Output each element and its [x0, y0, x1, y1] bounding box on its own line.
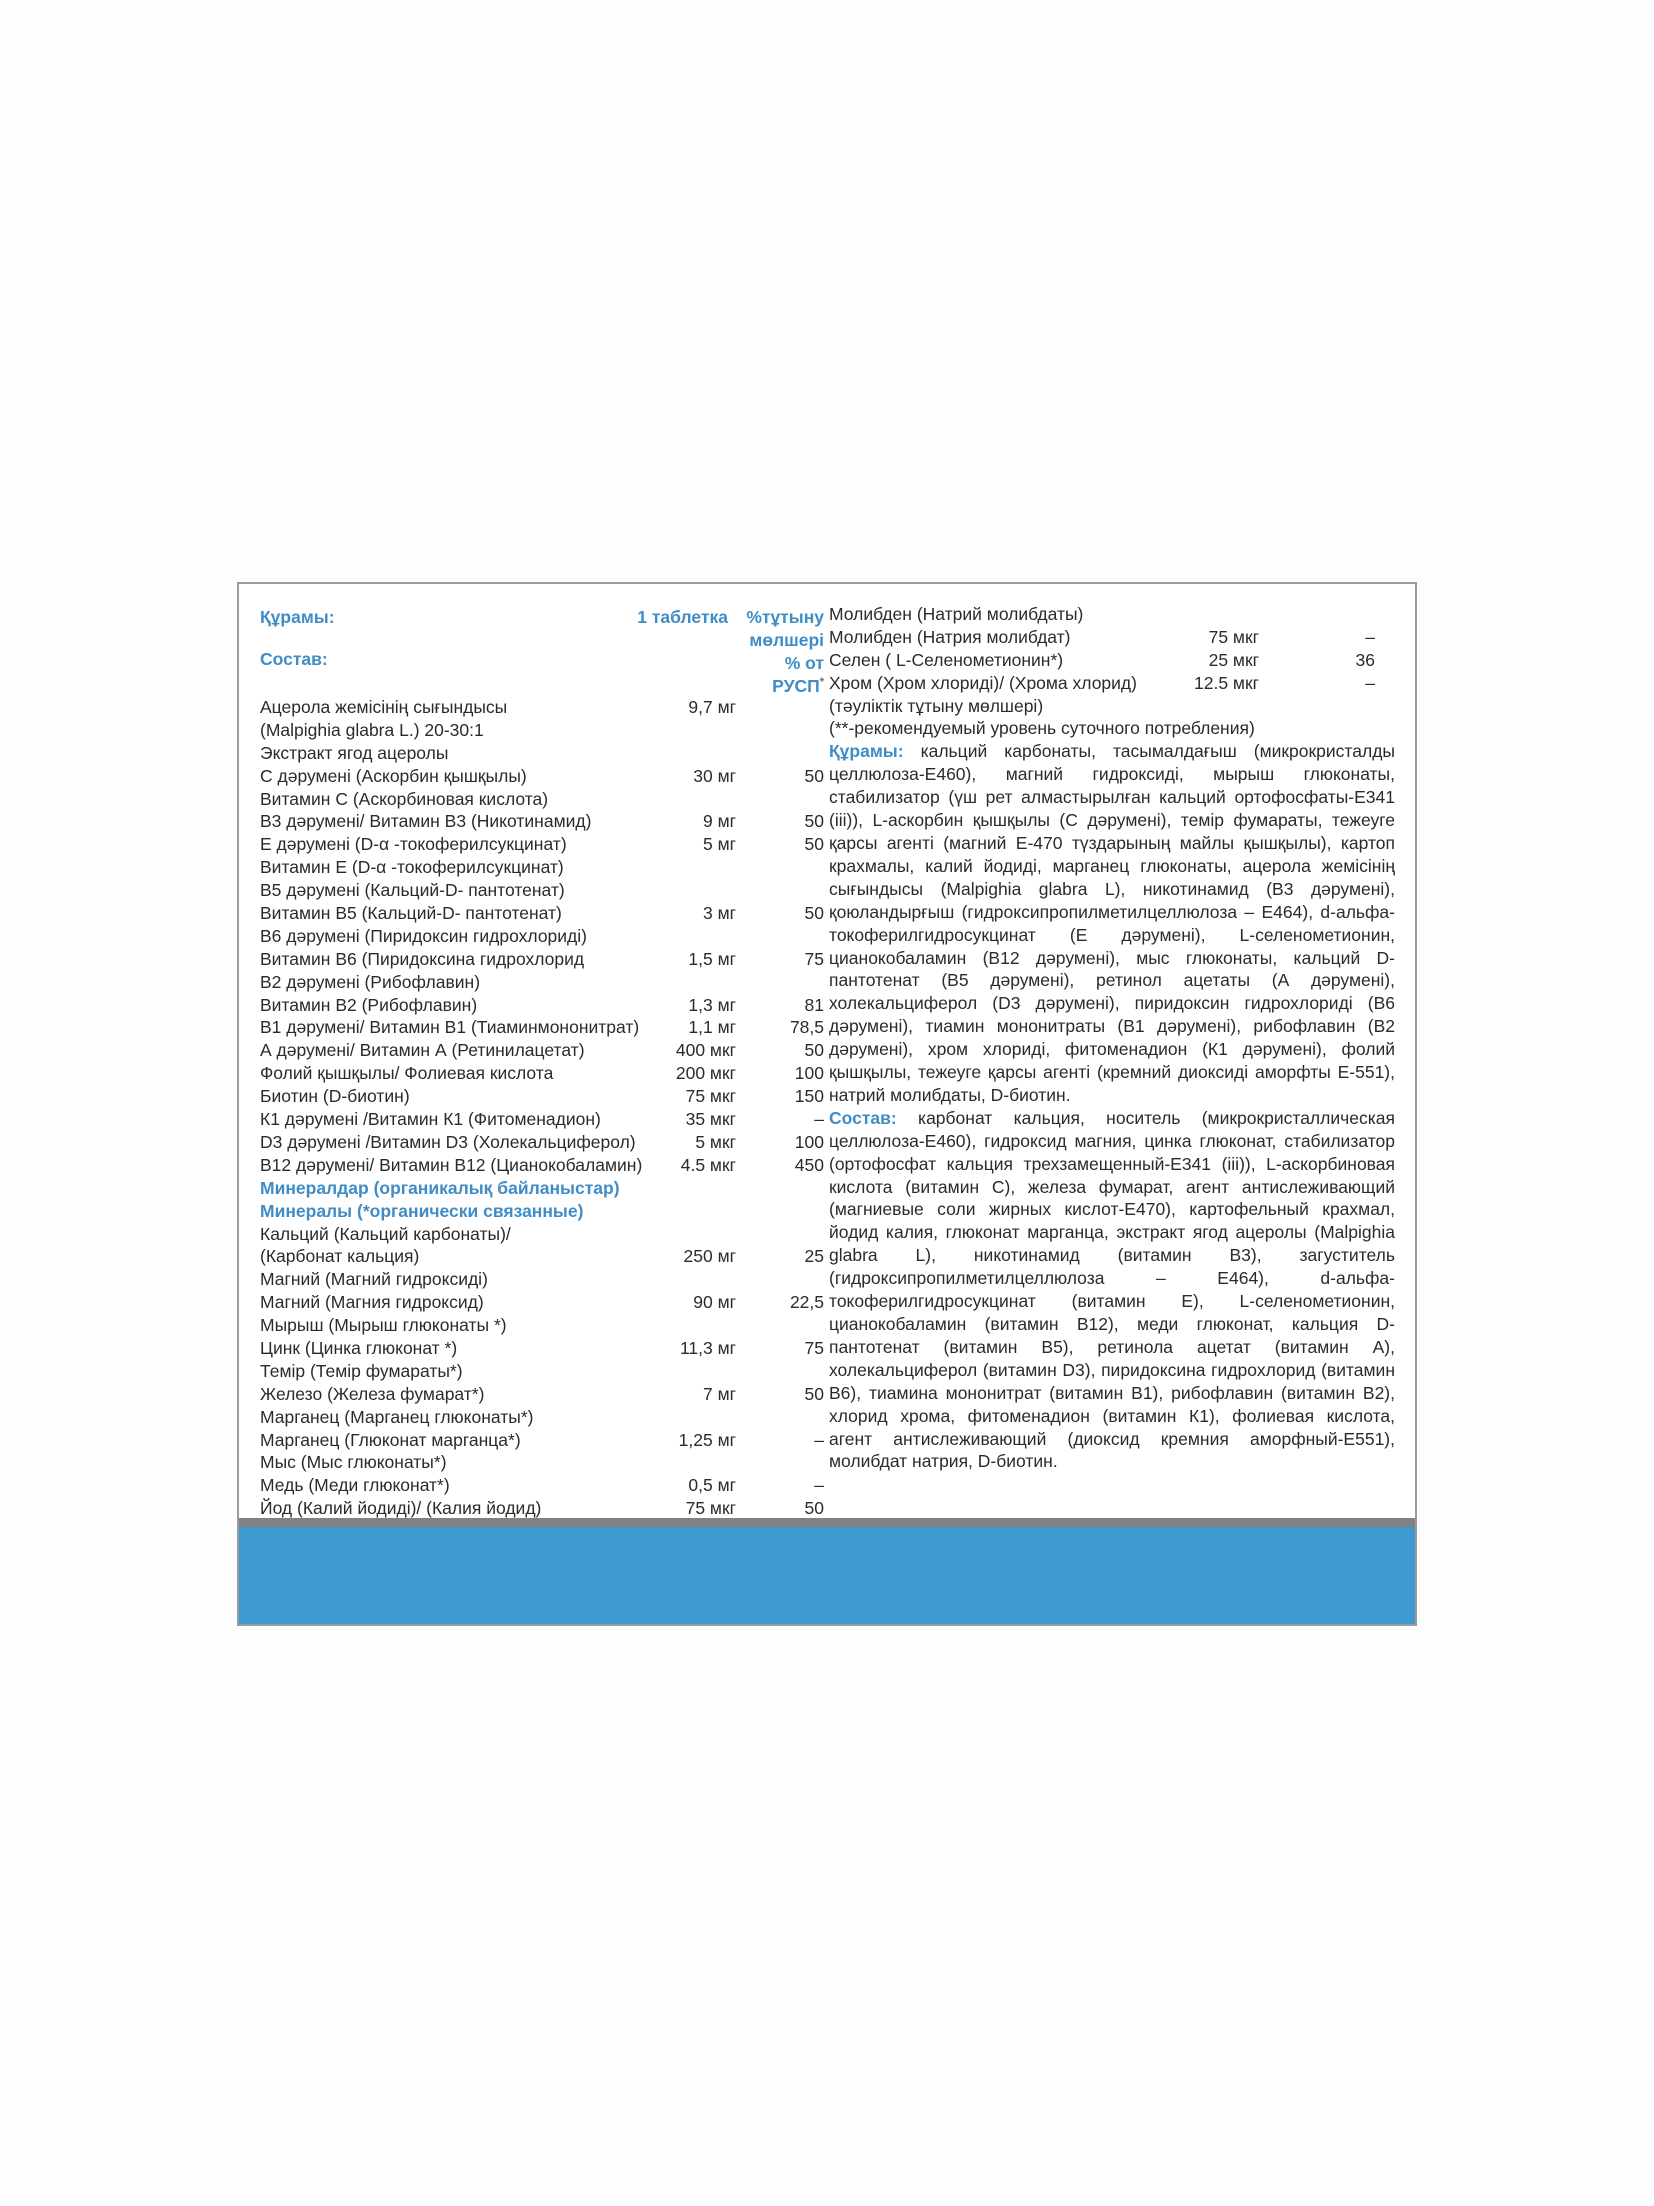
table-row	[260, 1245, 826, 1268]
table-row	[260, 856, 826, 879]
table-row	[260, 810, 826, 833]
composition-kz	[829, 740, 1395, 1107]
left-column	[260, 604, 826, 1520]
ingredient-name: Ацерола жемісінің сығындысы	[260, 697, 508, 717]
ingredient-name: Магний (Магний гидроксиді)	[260, 1269, 488, 1290]
table-row	[260, 1131, 826, 1154]
table-row	[260, 788, 826, 811]
ingredient-name: А дәрумені/ Витамин А (Ретинилацетат)	[260, 1040, 585, 1061]
table-row	[829, 626, 1395, 649]
composition-ru-text: карбонат кальция, носитель (микрокристаллическая целлюлоза-Е460), гидроксид магния, цинка глюконат, стабилизатор (ортофосфат кальция трехзамещенный-Е341 (iii)), L-аскорбиновая кислота (витамин С), железа фумарат, агент антислеживающий (магниевые соли жирных кислот-Е470), картофельный крахмал, йодид калия, глюконат марганца, экстракт ягод ацеролы (Malpighia glabra L), никотинамид (витамин В3), загуститель (гидроксипропилметилцеллюлоза – Е464), d-альфа-токоферилгидросукцинат (витамин Е), L-селенометионин, цианокобаламин (витамин В12), меди глюконат, кальция D-пантотенат (витамин В5), ретинола ацетат (витамин А), холекальциферол (витамин D3), пиридоксина гидрохлорид (витамин В6), тиамина мононитрат (витамин В1), рибофлавин (витамин В2), хлорид хрома, фитоменадион (витамин К1), фолиевая кислота, агент антислеживающий (диоксид кремния аморфный-Е551), молибдат натрия, D-биотин.	[829, 1107, 1395, 1472]
ingredient-name: Витамин Е (D-α -токоферилсукцинат)	[260, 857, 564, 878]
ingredient-amount: 9,7 мг	[688, 697, 736, 717]
blue-footer-band	[239, 1527, 1415, 1626]
vitamins-table	[260, 696, 826, 1177]
ingredient-name: В3 дәрумені/ Витамин В3 (Никотинамид)	[260, 811, 592, 832]
ingredient-percent: –	[814, 1109, 824, 1130]
table-row	[260, 1062, 826, 1085]
ingredient-percent: 450	[794, 1154, 824, 1175]
ingredient-name: Магний (Магния гидроксид)	[260, 1292, 484, 1313]
table-row	[260, 1085, 826, 1108]
ingredient-amount: 5 мкг	[695, 1131, 736, 1152]
ingredient-percent: 75	[804, 1337, 824, 1358]
minerals-header-kz: Минералдар (органикалық байланыстар)	[260, 1177, 620, 1198]
ingredient-amount: 30 мг	[693, 765, 736, 786]
table-header	[260, 604, 826, 696]
ingredient-percent: 100	[794, 1063, 824, 1084]
ingredient-amount: 11,3 мг	[679, 1337, 736, 1358]
table-row	[260, 994, 826, 1017]
ingredient-amount: 4.5 мкг	[680, 1154, 736, 1175]
table-row	[260, 1223, 826, 1246]
ingredient-name: (Карбонат кальция)	[260, 1246, 420, 1267]
ingredient-name: В1 дәрумені/ Витамин В1 (Тиаминмононитрат)	[260, 1017, 640, 1038]
ingredient-percent: –	[1365, 626, 1375, 647]
table-row	[260, 765, 826, 788]
ingredient-name: В5 дәрумені (Кальций-D- пантотенат)	[260, 880, 565, 901]
table-row	[260, 948, 826, 971]
ingredient-percent: 50	[804, 811, 824, 832]
col-pct-kz: %тұтыну мөлшері	[746, 607, 824, 650]
table-row	[260, 879, 826, 902]
ingredient-name: Витамин В2 (Рибофлавин)	[260, 994, 478, 1015]
ingredient-percent: 78,5	[789, 1017, 824, 1038]
ingredient-amount: 1,1 мг	[688, 1017, 736, 1038]
ingredient-percent: 36	[1355, 649, 1375, 670]
ingredient-amount: 400 мкг	[675, 1040, 736, 1061]
ingredient-percent: 25	[804, 1246, 824, 1267]
table-row	[260, 1154, 826, 1177]
ingredient-amount: 5 мг	[702, 834, 736, 855]
table-row	[260, 1406, 826, 1429]
ingredient-name: Йод (Калий йодиді)/ (Калия йодид)	[260, 1498, 542, 1519]
ingredient-percent: 22,5	[789, 1292, 824, 1313]
table-row	[260, 1429, 826, 1452]
ingredient-percent: 50	[804, 1040, 824, 1061]
table-row	[260, 833, 826, 856]
label-panel	[237, 582, 1417, 1626]
ingredient-amount: 0,5 мг	[688, 1475, 736, 1496]
table-row	[260, 902, 826, 925]
minerals-header-ru: Минералы (*органически связанные)	[260, 1200, 584, 1221]
ingredient-name: (**-рекомендуемый уровень суточного потребления)	[829, 718, 1255, 739]
ingredient-name: Молибден (Натрия молибдат)	[829, 626, 1071, 647]
ingredient-name: Биотин (D-биотин)	[260, 1086, 410, 1107]
ingredient-name: Мырыш (Мырыш глюконаты *)	[260, 1315, 507, 1336]
ru-composition-label: Состав:	[260, 649, 328, 669]
table-row	[260, 719, 826, 742]
ingredient-name: Молибден (Натрий молибдаты)	[829, 604, 1084, 624]
ingredient-amount: 3 мг	[702, 903, 736, 924]
ingredient-name: Фолий қышқылы/ Фолиевая кислота	[260, 1063, 554, 1084]
ingredient-name: Железо (Железа фумарат*)	[260, 1383, 485, 1404]
table-row	[829, 717, 1395, 740]
ingredient-name: С дәрумені (Аскорбин қышқылы)	[260, 765, 527, 786]
table-row	[260, 1337, 826, 1360]
ingredient-name: Марганец (Глюконат марганца*)	[260, 1429, 521, 1450]
ingredient-name: Витамин В6 (Пиридоксина гидрохлорид	[260, 948, 585, 969]
col-pct-header: %тұтыну мөлшері % от РУСП*	[746, 607, 824, 696]
table-row	[829, 695, 1395, 718]
table-row	[260, 1039, 826, 1062]
ingredient-amount: 250 мг	[683, 1246, 736, 1267]
table-row	[260, 925, 826, 948]
ingredient-percent: 100	[794, 1131, 824, 1152]
ingredient-name: Экстракт ягод ацеролы	[260, 742, 449, 763]
ingredient-amount: 7 мг	[702, 1383, 736, 1404]
ingredient-percent: 75	[804, 948, 824, 969]
ingredient-name: В6 дәрумені (Пиридоксин гидрохлориді)	[260, 925, 587, 946]
table-row	[260, 1474, 826, 1497]
ingredient-name: В2 дәрумені (Рибофлавин)	[260, 971, 481, 992]
ingredient-percent: 50	[804, 903, 824, 924]
table-row	[260, 1360, 826, 1383]
right-column	[829, 603, 1395, 1473]
ingredient-amount: 12.5 мкг	[1194, 672, 1259, 693]
table-row	[829, 603, 1395, 626]
ingredient-amount: 35 мкг	[685, 1109, 736, 1130]
ingredient-amount: 1,5 мг	[688, 948, 736, 969]
ingredient-amount: 1,3 мг	[688, 994, 736, 1015]
ingredient-amount: 75 мкг	[1208, 626, 1259, 647]
col-pct-ru: % от РУСП	[772, 652, 824, 696]
composition-ru-label: Состав:	[829, 1107, 897, 1128]
ingredient-name: Цинк (Цинка глюконат *)	[260, 1337, 458, 1358]
table-row	[829, 649, 1395, 672]
ingredient-name: D3 дәрумені /Витамин D3 (Холекальциферол)	[260, 1131, 636, 1152]
ingredient-percent: 81	[804, 994, 824, 1015]
table-row	[260, 1383, 826, 1406]
table-row	[260, 1497, 826, 1520]
ingredient-amount: 9 мг	[702, 811, 736, 832]
ingredient-name: Е дәрумені (D-α -токоферилсукцинат)	[260, 834, 567, 855]
ingredient-name: К1 дәрумені /Витамин К1 (Фитоменадион)	[260, 1109, 601, 1130]
ingredient-name: (Malpighia glabra L.) 20-30:1	[260, 719, 484, 740]
ingredient-name: Витамин В5 (Кальций-D- пантотенат)	[260, 903, 562, 924]
ingredient-percent: –	[814, 1475, 824, 1496]
ingredient-amount: 90 мг	[693, 1292, 736, 1313]
ingredient-percent: 50	[804, 1383, 824, 1404]
ingredient-percent: 50	[804, 834, 824, 855]
table-row	[260, 742, 826, 765]
ingredient-percent: 50	[804, 1498, 824, 1519]
composition-kz-text: кальций карбонаты, тасымалдағыш (микрокристалды целлюлоза-Е460), магний гидроксиді, мырыш глюконаты, стабилизатор (үш рет алмастырылған кальций ортофосфаты-Е341 (iii)), L-аскорбин қышқылы (С дәрумені), темір фумараты, тежеуге қарсы агенті (магний Е-470 түздарының майлы қышқылы), картоп крахмалы, калий йодиді, марганец глюконаты, ацерола жемісінің сығындысы (Malpighia glabra L), никотинамид (В3 дәрумені), қоюландырғыш (гидроксипропилметилцеллюлоза – Е464), d-альфа-токоферилгидросукцинат (Е дәрумені), L-селенометионин, цианокобаламин (В12 дәрумені), мыс глюконаты, кальций D-пантотенат (В5 дәрумені), ретинол ацетаты (А дәрумені), холекальциферол (D3 дәрумені), пиридоксин гидрохлориді (В6 дәрумені), тиамин мононитраты (В1 дәрумені), рибофлавин (В2 дәрумені), хром хлориді, фитоменадион (К1 дәрумені), фолий қышқылы, тежеуге қарсы агенті (кремний диоксиді аморфты Е-551), натрий молибдаты, D-биотин.	[829, 741, 1395, 1105]
composition-ru	[829, 1107, 1395, 1474]
table-row	[260, 696, 826, 719]
col-tablet-header: 1 таблетка	[637, 607, 728, 627]
table-row	[260, 1291, 826, 1314]
table-row	[260, 1268, 826, 1291]
ingredient-name: Кальций (Кальций карбонаты)/	[260, 1223, 511, 1244]
ingredient-name: Медь (Меди глюконат*)	[260, 1475, 450, 1496]
kz-composition-label: Құрамы:	[260, 607, 335, 627]
ingredient-amount: 25 мкг	[1208, 649, 1259, 670]
ingredient-name: (тәуліктік тұтыну мөлшері)	[829, 695, 1044, 716]
table-row	[260, 1016, 826, 1039]
ingredient-name: В12 дәрумені/ Витамин В12 (Цианокобаламин)	[260, 1154, 643, 1175]
ingredient-name: Витамин С (Аскорбиновая кислота)	[260, 788, 549, 809]
table-row	[829, 672, 1395, 695]
ingredient-name: Селен ( L-Селенометионин*)	[829, 649, 1064, 670]
table-row	[260, 1451, 826, 1474]
ingredient-amount: 75 мкг	[685, 1498, 736, 1519]
table-row	[260, 971, 826, 994]
trace-minerals-table	[829, 603, 1395, 740]
ingredient-amount: 1,25 мг	[678, 1429, 736, 1450]
ingredient-percent: –	[814, 1429, 824, 1450]
ingredient-percent: –	[1365, 672, 1375, 693]
ingredient-amount: 75 мкг	[685, 1086, 736, 1107]
ingredient-name: Марганец (Марганец глюконаты*)	[260, 1406, 534, 1427]
ingredient-name: Темір (Темір фумараты*)	[260, 1360, 463, 1381]
ingredient-amount: 200 мкг	[675, 1063, 736, 1084]
table-row	[260, 1314, 826, 1337]
ingredient-name: Хром (Хром хлориді)/ (Хрома хлорид)	[829, 672, 1137, 693]
ingredient-name: Мыс (Мыс глюконаты*)	[260, 1452, 447, 1473]
minerals-table	[260, 1223, 826, 1521]
composition-kz-label: Құрамы:	[829, 741, 904, 762]
gray-divider-bar	[239, 1518, 1415, 1527]
ingredient-percent: 150	[794, 1086, 824, 1107]
ingredient-percent: 50	[804, 765, 824, 786]
table-row	[260, 1108, 826, 1131]
